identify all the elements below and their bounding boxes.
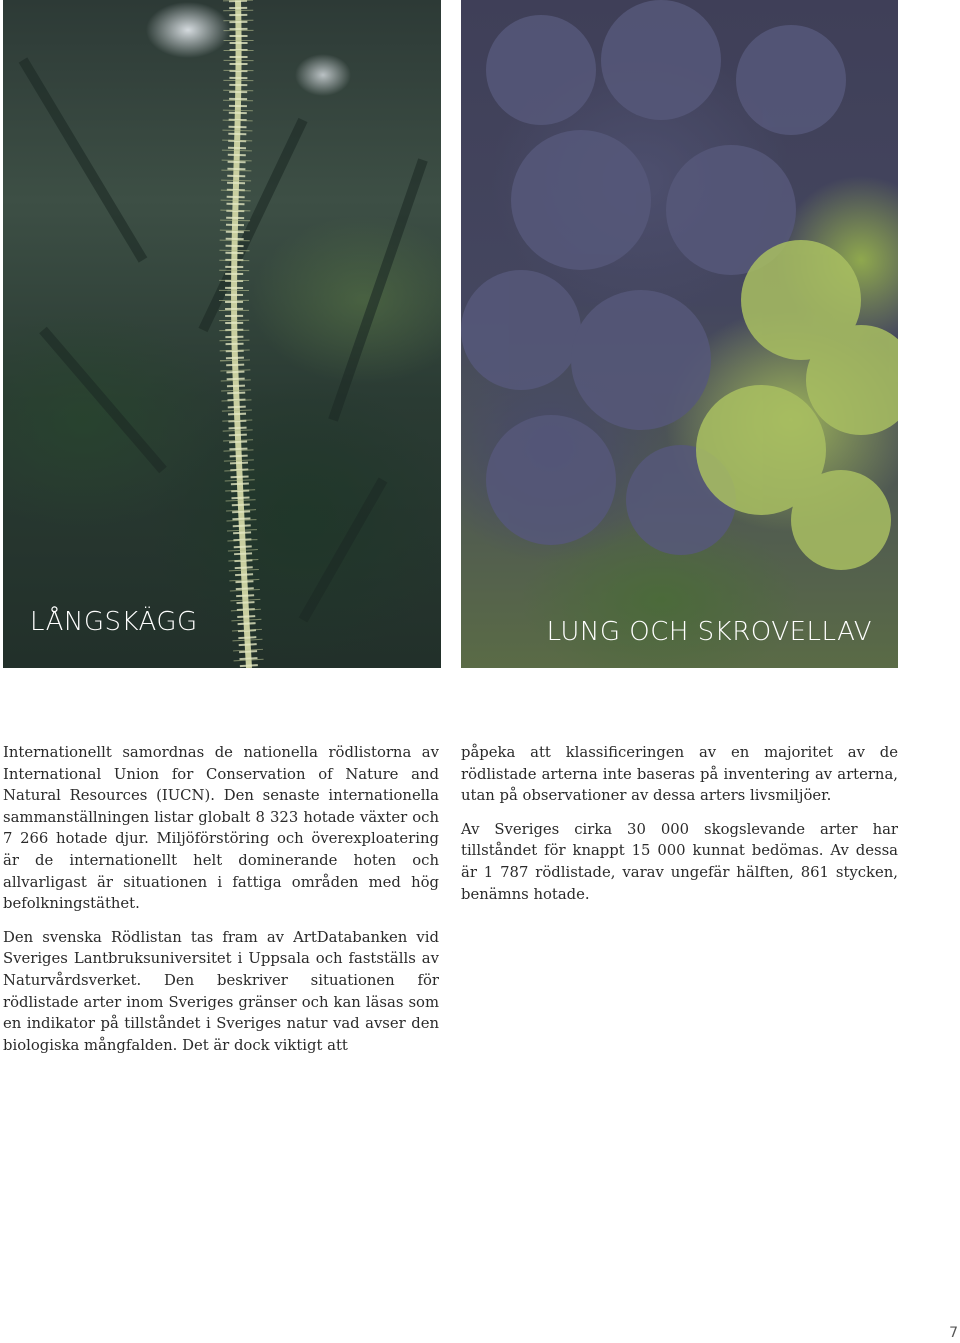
- paragraph: påpeka att klassificeringen av en majoritet av de rödlistade arterna inte baseras på inventering av arterna, utan på observationer av dessa arters livsmiljöer.: [461, 744, 898, 805]
- lichen-strand-illustration: [3, 0, 441, 668]
- text-column-left: [3, 742, 439, 1068]
- photo-caption: LÅNGSKÄGG: [30, 607, 198, 637]
- paragraph: Internationellt samordnas de nationella rödlistorna av International Union for Conservation of Nature and Natural Resources (IUCN). Den senaste internationella sammanställningen listar globalt 8 323 hotade växter och 7 266 hotade djur. Miljöförstöring och överexploatering är de internationellt helt dominerande hoten och allvarligast är situationen i fattiga områden med hög befolkningstäthet.: [3, 744, 439, 913]
- photo-caption: LUNG OCH SKROVELLAV: [546, 617, 872, 647]
- page-number: 7: [949, 1325, 958, 1341]
- photo-langskagg: [3, 0, 441, 668]
- paragraph: Av Sveriges cirka 30 000 skogslevande arter har tillståndet för knappt 15 000 kunnat bedömas. Av dessa är 1 787 rödlistade, varav ungefär hälften, 861 stycken, benämns hotade.: [461, 820, 898, 903]
- paragraph: Den svenska Rödlistan tas fram av ArtDatabanken vid Sveriges Lantbruksuniversitet i Uppsala och fastställs av Naturvårdsverket. Den beskriver situationen för rödlistade arter inom Sveriges gränser och kan läsas som en indikator på tillståndet i Sveriges natur vad avser den biologiska mångfalden. Det är dock viktigt att: [3, 928, 439, 1054]
- lichen-lobes-illustration: [461, 0, 898, 668]
- text-column-right: [461, 742, 898, 917]
- photo-lung-och-skrovellav: [461, 0, 898, 668]
